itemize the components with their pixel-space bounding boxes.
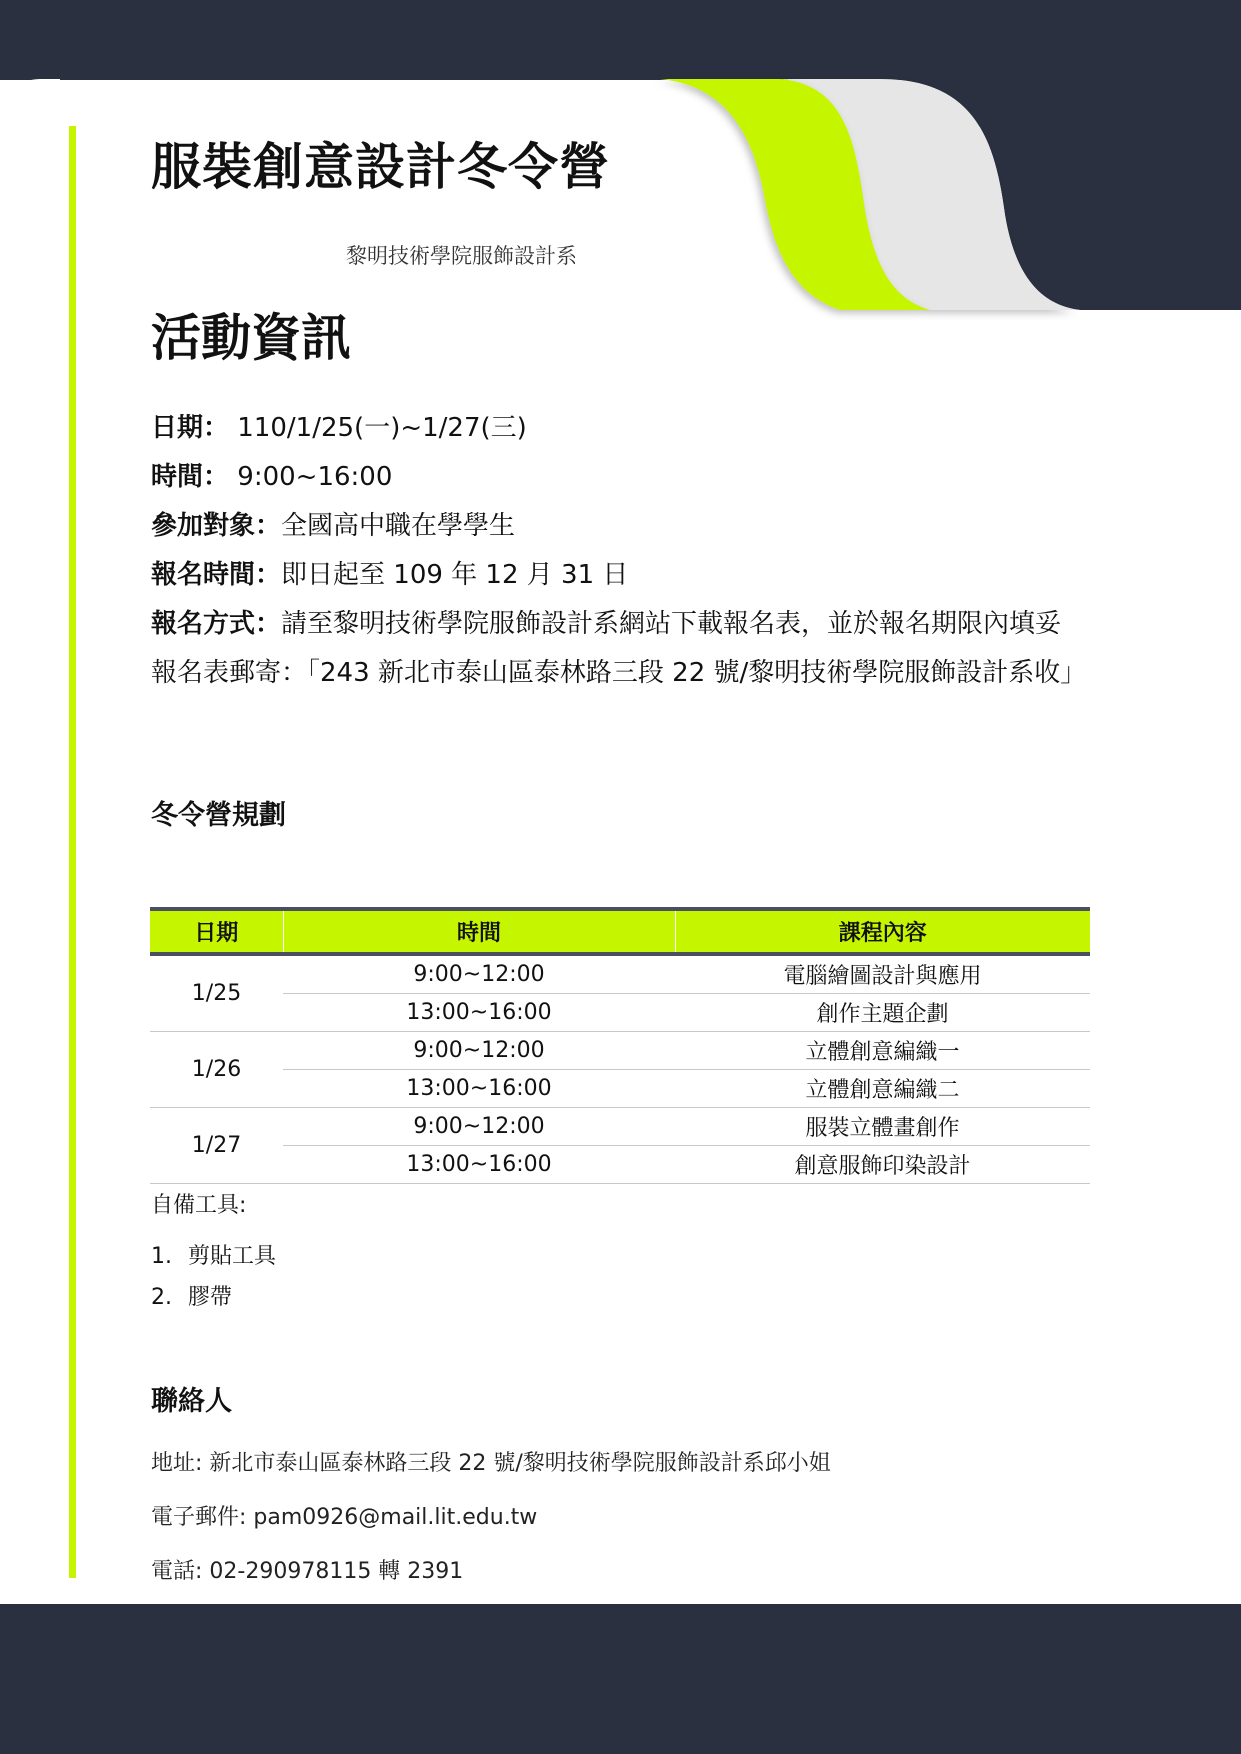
column-header-date: 日期	[150, 909, 283, 954]
contact-heading: 聯絡人	[151, 1386, 232, 1417]
table-row	[150, 1108, 1090, 1146]
schedule-table	[150, 907, 1090, 1184]
page-title: 服裝創意設計冬令營	[151, 138, 610, 196]
course-cell: 服裝立體畫創作	[675, 1108, 1090, 1146]
date-cell: 1/26	[150, 1032, 283, 1108]
list-item	[151, 1236, 276, 1277]
table-row	[150, 954, 1090, 994]
info-heading: 活動資訊	[151, 309, 351, 367]
table-row	[150, 1146, 1090, 1184]
list-text: 膠帶	[188, 1285, 233, 1310]
info-registration-method-value: 請至黎明技術學院服飾設計系網站下載報名表，並於報名期限內填妥報名表郵寄：「243 新北市泰山區泰林路三段 22 號/黎明技術學院服飾設計系收」	[151, 609, 1087, 688]
course-cell: 創作主題企劃	[675, 994, 1090, 1032]
info-registration-period	[151, 551, 1081, 600]
table-row	[150, 1070, 1090, 1108]
list-item	[151, 1277, 276, 1318]
table-row	[150, 1032, 1090, 1070]
schedule-header-row	[150, 909, 1090, 954]
course-cell: 立體創意編織二	[675, 1070, 1090, 1108]
time-cell: 13:00~16:00	[283, 1146, 675, 1184]
date-cell: 1/25	[150, 954, 283, 1032]
footer-dark-band	[0, 1604, 1241, 1754]
info-time-label: 時間：	[151, 462, 230, 492]
column-header-course: 課程內容	[675, 909, 1090, 954]
tools-label: 自備工具:	[151, 1193, 247, 1218]
contact-phone: 電話: 02-290978115 轉 2391	[151, 1559, 464, 1584]
info-date-label: 日期：	[151, 413, 230, 443]
column-header-time: 時間	[283, 909, 675, 954]
contact-address: 地址: 新北市泰山區泰林路三段 22 號/黎明技術學院服飾設計系邱小姐	[151, 1451, 831, 1476]
info-time-value: 9:00~16:00	[229, 462, 393, 492]
left-accent-bar	[69, 126, 76, 1578]
tools-list	[151, 1236, 276, 1318]
course-cell: 創意服飾印染設計	[675, 1146, 1090, 1184]
info-date-value: 110/1/25(一)~1/27(三)	[229, 413, 527, 443]
info-registration-method	[151, 600, 1087, 698]
info-registration-period-label: 報名時間：	[151, 560, 282, 590]
contact-email: 電子郵件: pam0926@mail.lit.edu.tw	[151, 1505, 538, 1530]
list-number: 2.	[151, 1285, 172, 1310]
info-block	[151, 404, 1087, 698]
info-time	[151, 453, 1081, 502]
time-cell: 9:00~12:00	[283, 1032, 675, 1070]
date-cell: 1/27	[150, 1108, 283, 1184]
list-number: 1.	[151, 1244, 172, 1269]
list-text: 剪貼工具	[188, 1244, 277, 1269]
info-audience-value: 全國高中職在學學生	[281, 511, 516, 541]
info-audience-label: 參加對象：	[151, 511, 282, 541]
info-registration-period-value: 即日起至 109 年 12 月 31 日	[281, 560, 629, 590]
info-registration-method-label: 報名方式：	[151, 609, 282, 639]
course-cell: 電腦繪圖設計與應用	[675, 954, 1090, 994]
time-cell: 9:00~12:00	[283, 1108, 675, 1146]
time-cell: 13:00~16:00	[283, 1070, 675, 1108]
schedule-heading: 冬令營規劃	[151, 800, 286, 831]
table-row	[150, 994, 1090, 1032]
time-cell: 9:00~12:00	[283, 954, 675, 994]
page-subtitle: 黎明技術學院服飾設計系	[346, 244, 577, 268]
info-date	[151, 404, 1081, 453]
info-audience	[151, 502, 1081, 551]
course-cell: 立體創意編織一	[675, 1032, 1090, 1070]
time-cell: 13:00~16:00	[283, 994, 675, 1032]
